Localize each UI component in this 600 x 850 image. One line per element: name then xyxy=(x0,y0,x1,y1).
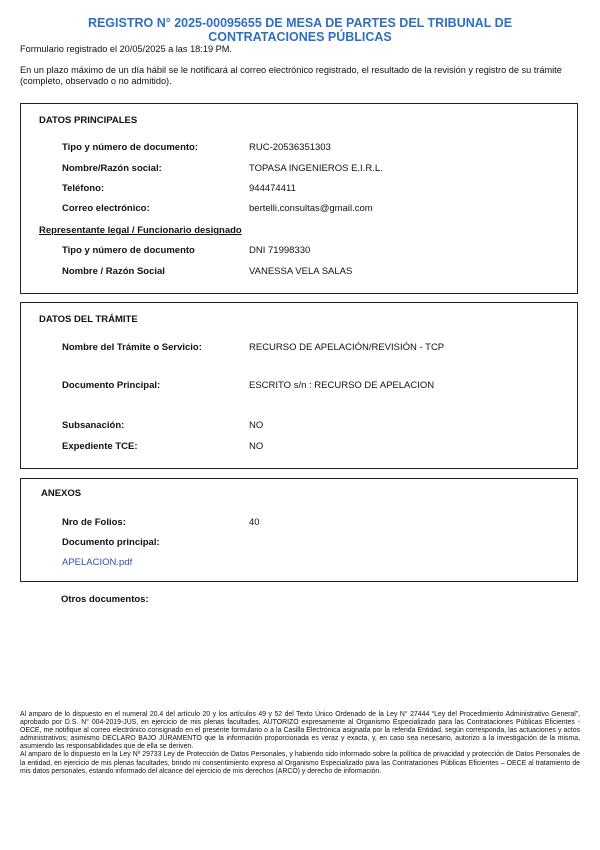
field-label: Subsanación: xyxy=(62,420,125,431)
field-row-nombre-tramite xyxy=(62,342,562,354)
field-label: Tipo y número de documento: xyxy=(62,142,198,153)
field-value: NO xyxy=(249,420,264,431)
field-value: VANESSA VELA SALAS xyxy=(249,266,353,277)
datos-tramite-title: DATOS DEL TRÁMITE xyxy=(39,314,138,325)
field-label: Nombre del Trámite o Servicio: xyxy=(62,342,202,353)
legal-paragraph-notificacion: Al amparo de lo dispuesto en el numeral 20.4 del artículo 20 y los artículos 49 y 52 del Texto Único Ordenado de la Ley N° 27444 “Ley del Procedimiento Administrativo General”, aprobado por D.S. N° 004-2019-JUS, en ejercicio de mis plenas facultades, AUTORIZO expresamente al Organismo Especializado para las Contrataciones Públicas Eficientes - OECE, me notifique al correo electrónico consignado en el presente formulario o a la Casilla Electrónica asignada por la referida Entidad, según corresponda, las actuaciones y actos administrativos; asimismo DECLARO BAJO JURAMENTO que la información proporcionada es veraz y exacta, y, en caso sea necesario, autorizo a la investigación de la misma, asumiendo las responsabilidades que de ella se deriven. xyxy=(20,711,580,751)
field-row-rep-documento xyxy=(62,245,562,257)
datos-principales-box xyxy=(20,103,578,294)
apelacion-pdf-link[interactable]: APELACION.pdf xyxy=(62,557,133,568)
page-title xyxy=(20,16,580,44)
field-label: Documento principal: xyxy=(62,537,160,548)
field-label: Tipo y número de documento xyxy=(62,245,195,256)
field-value: DNI 71998330 xyxy=(249,245,311,256)
field-label: Correo electrónico: xyxy=(62,203,150,214)
legal-paragraph-datos-personales: Al amparo de lo dispuesto en la Ley Nº 29733 Ley de Protección de Datos Personales, y habiendo sido informado sobre la política de privacidad y protección de Datos Personales de la entidad, en ejercicio de mis plenas facultades, brindo mi consentimiento expreso al Organismo Especializado para las Contrataciones Públicas Eficientes – OECE al tratamiento de mis datos personales, estando informado del alcance del ejercicio de mis derechos (ARCO) y derecho de información. xyxy=(20,751,580,775)
field-value: RECURSO DE APELACIÓN/REVISIÓN - TCP xyxy=(249,342,445,353)
otros-documentos-label: Otros documentos: xyxy=(61,594,149,605)
notification-notice: En un plazo máximo de un día hábil se le notificará al correo electrónico registrado, el resultado de la revisión y registro de su trámite (completo, observado o no admitido). xyxy=(20,65,562,86)
title-line-1: REGISTRO N° 2025-00095655 DE MESA DE PARTES DEL TRIBUNAL DE xyxy=(87,16,513,30)
field-row-folios xyxy=(62,517,562,529)
representante-legal-heading: Representante legal / Funcionario designado xyxy=(39,225,242,236)
field-value: 40 xyxy=(249,517,260,528)
field-row-tipo-documento xyxy=(62,142,562,154)
field-row-rep-nombre xyxy=(62,266,562,278)
field-row-correo xyxy=(62,203,562,215)
anexos-box xyxy=(20,478,578,582)
field-value: ESCRITO s/n : RECURSO DE APELACION xyxy=(249,380,435,391)
field-label: Nombre / Razón Social xyxy=(62,266,165,277)
field-row-expediente-tce xyxy=(62,441,562,453)
field-label: Expediente TCE: xyxy=(62,441,138,452)
field-row-documento-principal xyxy=(62,380,562,392)
field-label: Nro de Folios: xyxy=(62,517,126,528)
field-value: TOPASA INGENIEROS E.I.R.L. xyxy=(249,163,383,174)
field-row-doc-principal xyxy=(62,537,562,549)
field-value: bertelli.consultas@gmail.com xyxy=(249,203,373,214)
field-value: RUC-20536351303 xyxy=(249,142,331,153)
field-label: Teléfono: xyxy=(62,183,105,194)
legal-disclaimer xyxy=(20,711,580,776)
field-row-subsanacion xyxy=(62,420,562,432)
datos-tramite-box xyxy=(20,302,578,469)
field-row-razon-social xyxy=(62,163,562,175)
field-value: NO xyxy=(249,441,264,452)
field-value: 944474411 xyxy=(249,183,296,194)
registration-date: Formulario registrado el 20/05/2025 a las 18:19 PM. xyxy=(20,44,232,54)
field-label: Documento Principal: xyxy=(62,380,161,391)
otros-documentos-row xyxy=(61,594,561,606)
datos-principales-title: DATOS PRINCIPALES xyxy=(39,115,138,126)
title-line-2: CONTRATACIONES PÚBLICAS xyxy=(208,30,392,44)
field-label: Nombre/Razón social: xyxy=(62,163,162,174)
field-row-telefono xyxy=(62,183,562,195)
anexos-title: ANEXOS xyxy=(41,488,82,499)
